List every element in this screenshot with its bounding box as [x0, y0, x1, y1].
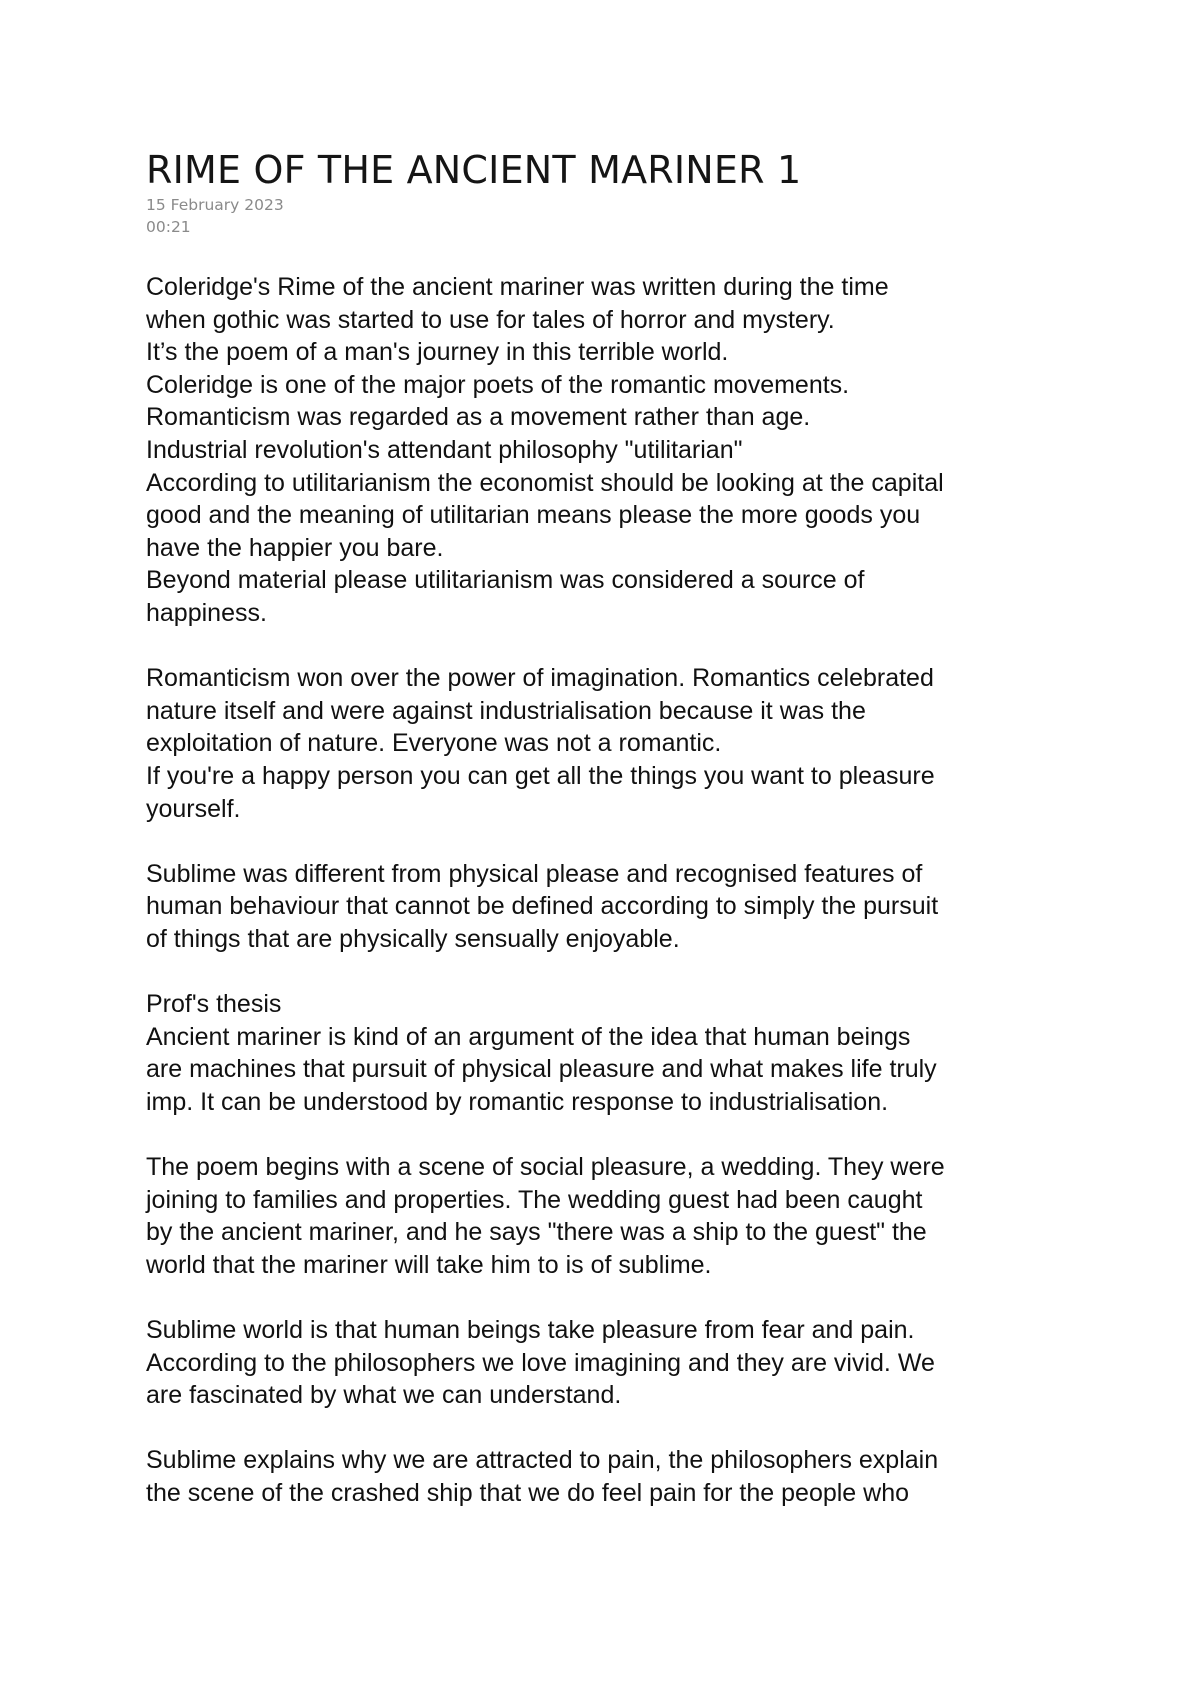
text-line: are machines that pursuit of physical pleasure and what makes life truly	[146, 1055, 937, 1084]
paragraph	[146, 988, 1096, 1118]
text-line: Coleridge is one of the major poets of the romantic movements.	[146, 370, 850, 399]
text-line: Sublime explains why we are attracted to pain, the philosophers explain	[146, 1446, 939, 1475]
text-line: by the ancient mariner, and he says "there was a ship to the guest" the	[146, 1218, 927, 1247]
paragraph	[146, 1151, 1096, 1281]
note-body	[146, 271, 1096, 1510]
paragraph	[146, 271, 1096, 630]
text-line: imp. It can be understood by romantic response to industrialisation.	[146, 1087, 889, 1116]
text-line: It’s the poem of a man's journey in this terrible world.	[146, 338, 729, 367]
text-line: Beyond material please utilitarianism was considered a source of	[146, 566, 865, 595]
text-line: According to the philosophers we love imagining and they are vivid. We	[146, 1348, 935, 1377]
text-line: the scene of the crashed ship that we do feel pain for the people who	[146, 1478, 910, 1507]
text-line: Sublime was different from physical please and recognised features of	[146, 859, 923, 888]
text-line: Ancient mariner is kind of an argument of the idea that human beings	[146, 1022, 911, 1051]
paragraph	[146, 1314, 1096, 1412]
text-line: Romanticism won over the power of imagination. Romantics celebrated	[146, 664, 934, 693]
text-line: According to utilitarianism the economist should be looking at the capital	[146, 468, 944, 497]
paragraph	[146, 1444, 1096, 1509]
text-line: Romanticism was regarded as a movement rather than age.	[146, 403, 811, 432]
text-line: If you're a happy person you can get all the things you want to pleasure	[146, 761, 935, 790]
text-line: have the happier you bare.	[146, 533, 444, 562]
note-content	[146, 148, 1096, 1510]
text-line: Industrial revolution's attendant philosophy "utilitarian"	[146, 435, 743, 464]
text-line: happiness.	[146, 598, 267, 627]
text-line: joining to families and properties. The wedding guest had been caught	[146, 1185, 923, 1214]
text-line: Sublime world is that human beings take pleasure from fear and pain.	[146, 1316, 915, 1344]
paragraph	[146, 858, 1096, 956]
text-line: The poem begins with a scene of social pleasure, a wedding. They were	[146, 1153, 945, 1182]
page-title: RIME OF THE ANCIENT MARINER 1	[146, 148, 802, 192]
text-line: yourself.	[146, 794, 241, 823]
text-line: are fascinated by what we can understand.	[146, 1381, 622, 1410]
text-line: nature itself and were against industrialisation because it was the	[146, 696, 866, 725]
text-line: Prof's thesis	[146, 990, 282, 1019]
text-line: Coleridge's Rime of the ancient mariner was written during the time	[146, 273, 889, 301]
note-date: 15 February 2023	[146, 196, 284, 214]
text-line: human behaviour that cannot be defined according to simply the pursuit	[146, 892, 939, 921]
text-line: world that the mariner will take him to is of sublime.	[146, 1250, 712, 1279]
text-line: of things that are physically sensually enjoyable.	[146, 924, 680, 953]
text-line: exploitation of nature. Everyone was not a romantic.	[146, 729, 722, 758]
text-line: good and the meaning of utilitarian means please the more goods you	[146, 501, 921, 530]
note-time: 00:21	[146, 218, 191, 236]
text-line: when gothic was started to use for tales of horror and mystery.	[146, 305, 835, 334]
paragraph	[146, 662, 1096, 825]
